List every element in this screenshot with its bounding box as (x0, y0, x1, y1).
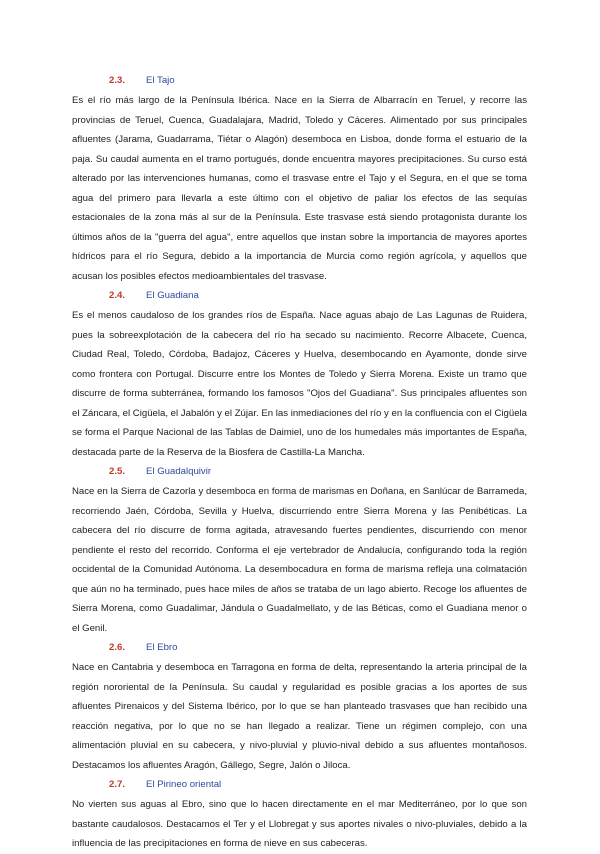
section-heading-tajo (72, 71, 527, 91)
section-heading-guadalquivir (72, 462, 527, 482)
section-paragraph-tajo: Es el río más largo de la Península Ibérica. Nace en la Sierra de Albarracín en Teruel, y recorre las provincias de Teruel, Cuenca, Guadalajara, Madrid, Toledo y Cáceres. Alimentado por sus principales afluentes (Jarama, Guadarrama, Tiétar o Alagón) desemboca en Lisboa, donde forma el estuario de la paja. Su caudal aumenta en el tramo portugués, donde encuentra mayores precipitaciones. Su curso está alterado por las intervenciones humanas, como el trasvase entre el Tajo y el Segura, en el que se toma agua del primero para llevarla a este último con el objetivo de paliar los efectos de las sequías estacionales de la zona más al sur de la Península. Este trasvase está siendo protagonista durante los últimos años de la "guerra del agua", entre aquellos que instan sobre la importancia de mayores aportes hídricos para el río Segura, debido a la importancia de Murcia como región agrícola, y aquellos que acusan los posibles efectos medioambientales del trasvase. (72, 95, 527, 282)
section-heading-pirineo-oriental (72, 775, 527, 795)
section-title: El Guadalquivir (146, 466, 212, 477)
section-number: 2.7. (109, 779, 126, 790)
section-number: 2.6. (109, 642, 126, 653)
section-number: 2.5. (109, 466, 126, 477)
section-number: 2.3. (109, 75, 126, 86)
section-title: El Pirineo oriental (146, 779, 222, 790)
section-heading-ebro (72, 638, 527, 658)
section-paragraph-guadiana: Es el menos caudaloso de los grandes ríos de España. Nace aguas abajo de Las Lagunas de Ruidera, pues la sobreexplotación de la cabecera del río ha secado su nacimiento. Recorre Albacete, Cuenca, Ciudad Real, Toledo, Córdoba, Badajoz, Cáceres y Huelva, desembocando en Ayamonte, donde sirve como frontera con Portugal. Discurre entre los Montes de Toledo y Sierra Morena. Existe un tramo que discurre de forma subterránea, formando los famosos "Ojos del Guadiana". Sus principales afluentes son el Záncara, el Cigüela, el Jabalón y el Zújar. En las inmediaciones del río y en la confluencia con el Cigüela se forma el Parque Nacional de las Tablas de Daimiel, uno de los humedales más importantes de España, destacada parte de la Reserva de la Biosfera de Castilla-La Mancha. (72, 310, 527, 458)
section-number: 2.4. (109, 290, 126, 301)
document-page (72, 71, 527, 854)
section-title: El Ebro (146, 642, 178, 653)
section-heading-guadiana (72, 286, 527, 306)
section-title: El Guadiana (146, 290, 199, 301)
section-title: El Tajo (146, 75, 175, 86)
section-paragraph-pirineo-oriental: No vierten sus aguas al Ebro, sino que lo hacen directamente en el mar Mediterráneo, por lo que son bastante caudalosos. Destacamos el Ter y el Llobregat y sus aportes nivales o nivo-pluviales, debido a la influencia de las precipitaciones en forma de nieve en sus cabeceras. (72, 799, 527, 849)
section-paragraph-guadalquivir: Nace en la Sierra de Cazorla y desemboca en forma de marismas en Doñana, en Sanlúcar de Barrameda, recorriendo Jaén, Córdoba, Sevilla y Huelva, discurriendo entre Sierra Morena y las Penibéticas. La cabecera del río discurre de forma agitada, atravesando fuertes pendientes, discurriendo con menor pendiente el resto del recorrido. Conforma el eje vertebrador de Andalucía, configurando toda la región occidental de la Comunidad Autónoma. La desembocadura en forma de marisma refleja una colmatación que aún no ha terminado, pues hace miles de años se trataba de un lago abierto. Recoge los afluentes de Sierra Morena, como Guadalimar, Jándula o Guadalmellato, y de las Béticas, como el Guadiana menor o el Genil. (72, 486, 527, 634)
section-paragraph-ebro: Nace en Cantabria y desemboca en Tarragona en forma de delta, representando la arteria principal de la región nororiental de la Península. Su caudal y regularidad es posible gracias a los aportes de sus afluentes Pirenaicos y del Sistema Ibérico, por lo que se han planteado trasvases que han recibido una reacción negativa, por lo que no se han llegado a realizar. Tiene un régimen complejo, con una alimentación pluvial en su cabecera, y nivo-pluvial y pluvio-nival debido a sus afluentes montañosos. Destacamos los afluentes Aragón, Gállego, Segre, Jalón o Jiloca. (72, 662, 527, 771)
